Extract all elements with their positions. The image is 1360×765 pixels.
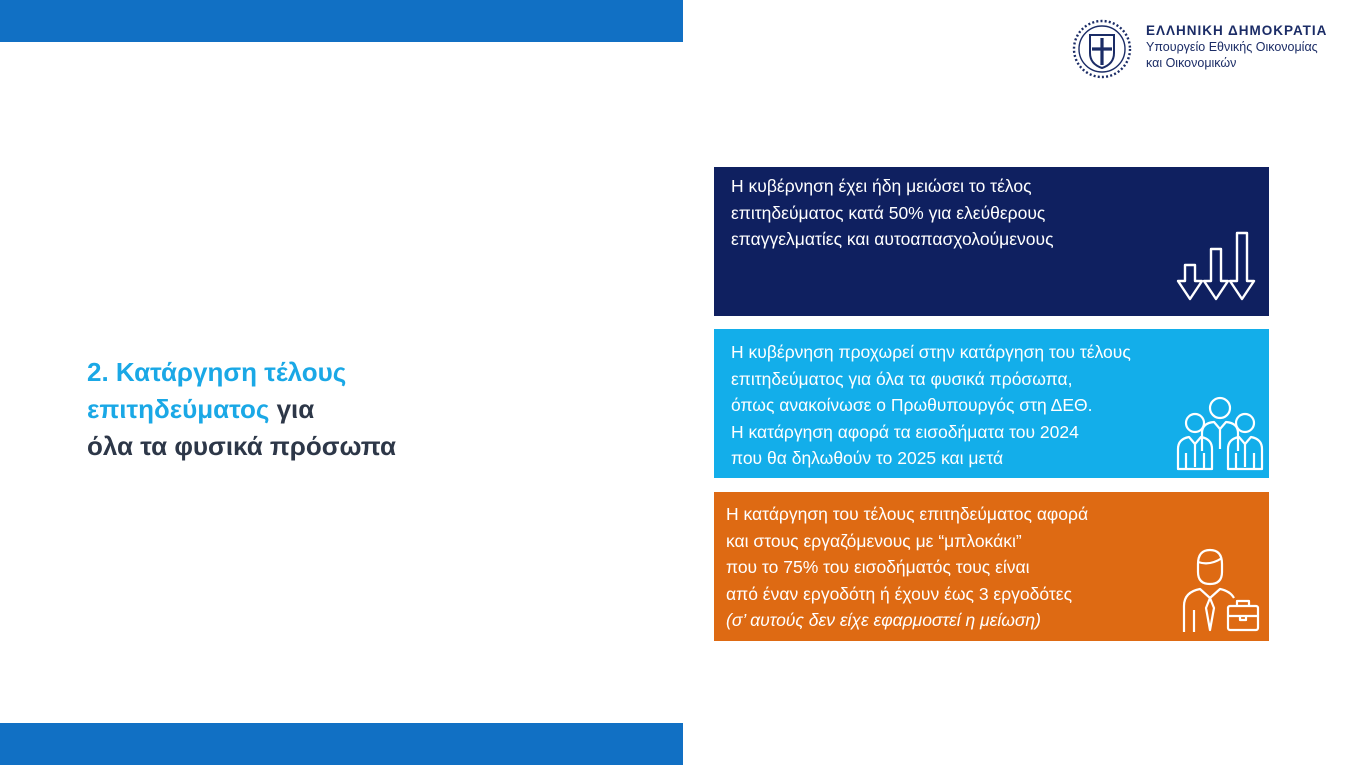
info-box-freelancers bbox=[714, 492, 1269, 641]
box1-line3: επαγγελματίες και αυτοαπασχολούμενους bbox=[731, 229, 1054, 249]
logo-subtitle-line1: Υπουργείο Εθνικής Οικονομίας bbox=[1146, 40, 1318, 54]
box3-line2: και στους εργαζόμενους με “μπλοκάκι” bbox=[726, 530, 1022, 551]
ministry-logo bbox=[1071, 18, 1360, 82]
box2-line1: Η κυβέρνηση προχωρεί στην κατάργηση του τέλους bbox=[731, 342, 1131, 362]
bottom-accent-bar bbox=[0, 723, 683, 765]
heading-part1: 2. Κατάργηση τέλους bbox=[87, 357, 347, 387]
box1-line1: Η κυβέρνηση έχει ήδη μειώσει το τέλος bbox=[731, 176, 1032, 196]
box1-line2: επιτηδεύματος κατά 50% για ελεύθερους bbox=[731, 202, 1046, 223]
heading-part4: όλα τα φυσικά πρόσωπα bbox=[87, 431, 396, 461]
logo-title: ΕΛΛΗΝΙΚΗ ΔΗΜΟΚΡΑΤΙΑ bbox=[1146, 23, 1328, 38]
heading-part2: επιτηδεύματος bbox=[87, 394, 270, 424]
section-heading bbox=[87, 354, 567, 465]
info-box-abolition bbox=[714, 329, 1269, 478]
heading-part3: για bbox=[269, 394, 315, 424]
down-arrows-icon bbox=[1176, 229, 1261, 304]
box2-line4: Η κατάργηση αφορά τα εισοδήματα του 2024 bbox=[731, 421, 1079, 442]
group-of-people-icon bbox=[1174, 393, 1266, 473]
box2-line5: που θα δηλωθούν το 2025 και μετά bbox=[731, 448, 1004, 468]
logo-subtitle-line2: και Οικονομικών bbox=[1146, 56, 1237, 70]
box3-line1: Η κατάργηση του τέλους επιτηδεύματος αφορά bbox=[726, 504, 1089, 524]
worker-with-briefcase-icon bbox=[1180, 546, 1262, 634]
top-accent-bar bbox=[0, 0, 683, 42]
box3-note: (σ’ αυτούς δεν είχε εφαρμοστεί η μείωση) bbox=[726, 610, 1041, 630]
box2-line3: όπως ανακοίνωσε ο Πρωθυπουργός στη ΔΕΘ. bbox=[731, 395, 1093, 415]
greek-coat-of-arms-icon bbox=[1071, 18, 1133, 80]
info-box-reduction bbox=[714, 167, 1269, 316]
box2-line2: επιτηδεύματος για όλα τα φυσικά πρόσωπα, bbox=[731, 368, 1073, 389]
box3-line4: από έναν εργοδότη ή έχουν έως 3 εργοδότες bbox=[726, 583, 1073, 604]
box3-line3: που το 75% του εισοδήματός τους είναι bbox=[726, 557, 1030, 577]
